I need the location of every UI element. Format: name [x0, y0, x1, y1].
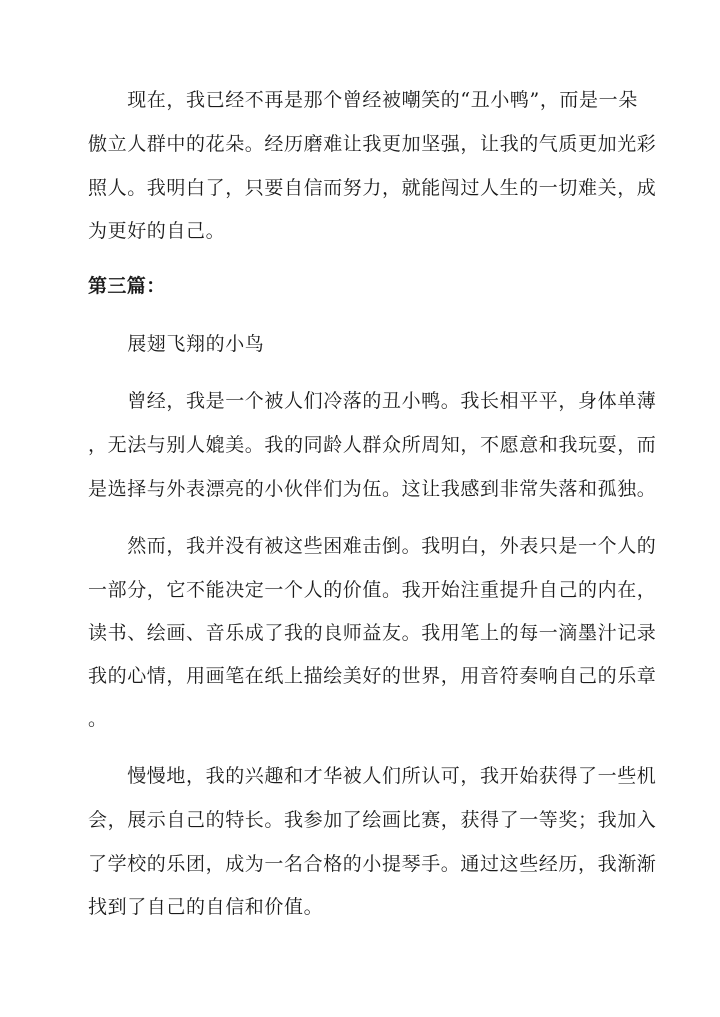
section-heading: 第三篇：: [88, 275, 166, 297]
text-line: 读书、绘画、音乐成了我的良师益友。我用笔上的每一滴墨汁记录: [88, 622, 657, 644]
text-line: 是选择与外表漂亮的小伙伴们为伍。这让我感到非常失落和孤独。: [88, 478, 657, 500]
text-line: 曾经，我是一个被人们冷落的丑小鸭。我长相平平，身体单薄: [88, 390, 657, 412]
article-title: 展翅飞翔的小鸟: [88, 333, 265, 355]
text-line: 现在，我已经不再是那个曾经被嘲笑的“丑小鸭”，而是一朵: [88, 89, 638, 111]
text-line: 找到了自己的自信和价值。: [88, 896, 324, 918]
text-line: 为更好的自己。: [88, 220, 226, 242]
text-line: 照人。我明白了，只要自信而努力，就能闯过人生的一切难关，成: [88, 177, 657, 199]
text-line: 会，展示自己的特长。我参加了绘画比赛，获得了一等奖；我加入: [88, 809, 657, 831]
text-line: 。: [88, 708, 108, 730]
text-line: 一部分，它不能决定一个人的价值。我开始注重提升自己的内在，: [88, 579, 657, 601]
text-line: 慢慢地，我的兴趣和才华被人们所认可，我开始获得了一些机: [88, 765, 657, 787]
text-line: 傲立人群中的花朵。经历磨难让我更加坚强，让我的气质更加光彩: [88, 133, 657, 155]
text-line: 我的心情，用画笔在纸上描绘美好的世界，用音符奏响自己的乐章: [88, 665, 657, 687]
text-line: ，无法与别人媲美。我的同龄人群众所周知，不愿意和我玩耍，而: [88, 434, 657, 456]
text-line: 然而，我并没有被这些困难击倒。我明白，外表只是一个人的: [88, 535, 657, 557]
text-line: 了学校的乐团，成为一名合格的小提琴手。通过这些经历，我渐渐: [88, 853, 657, 875]
